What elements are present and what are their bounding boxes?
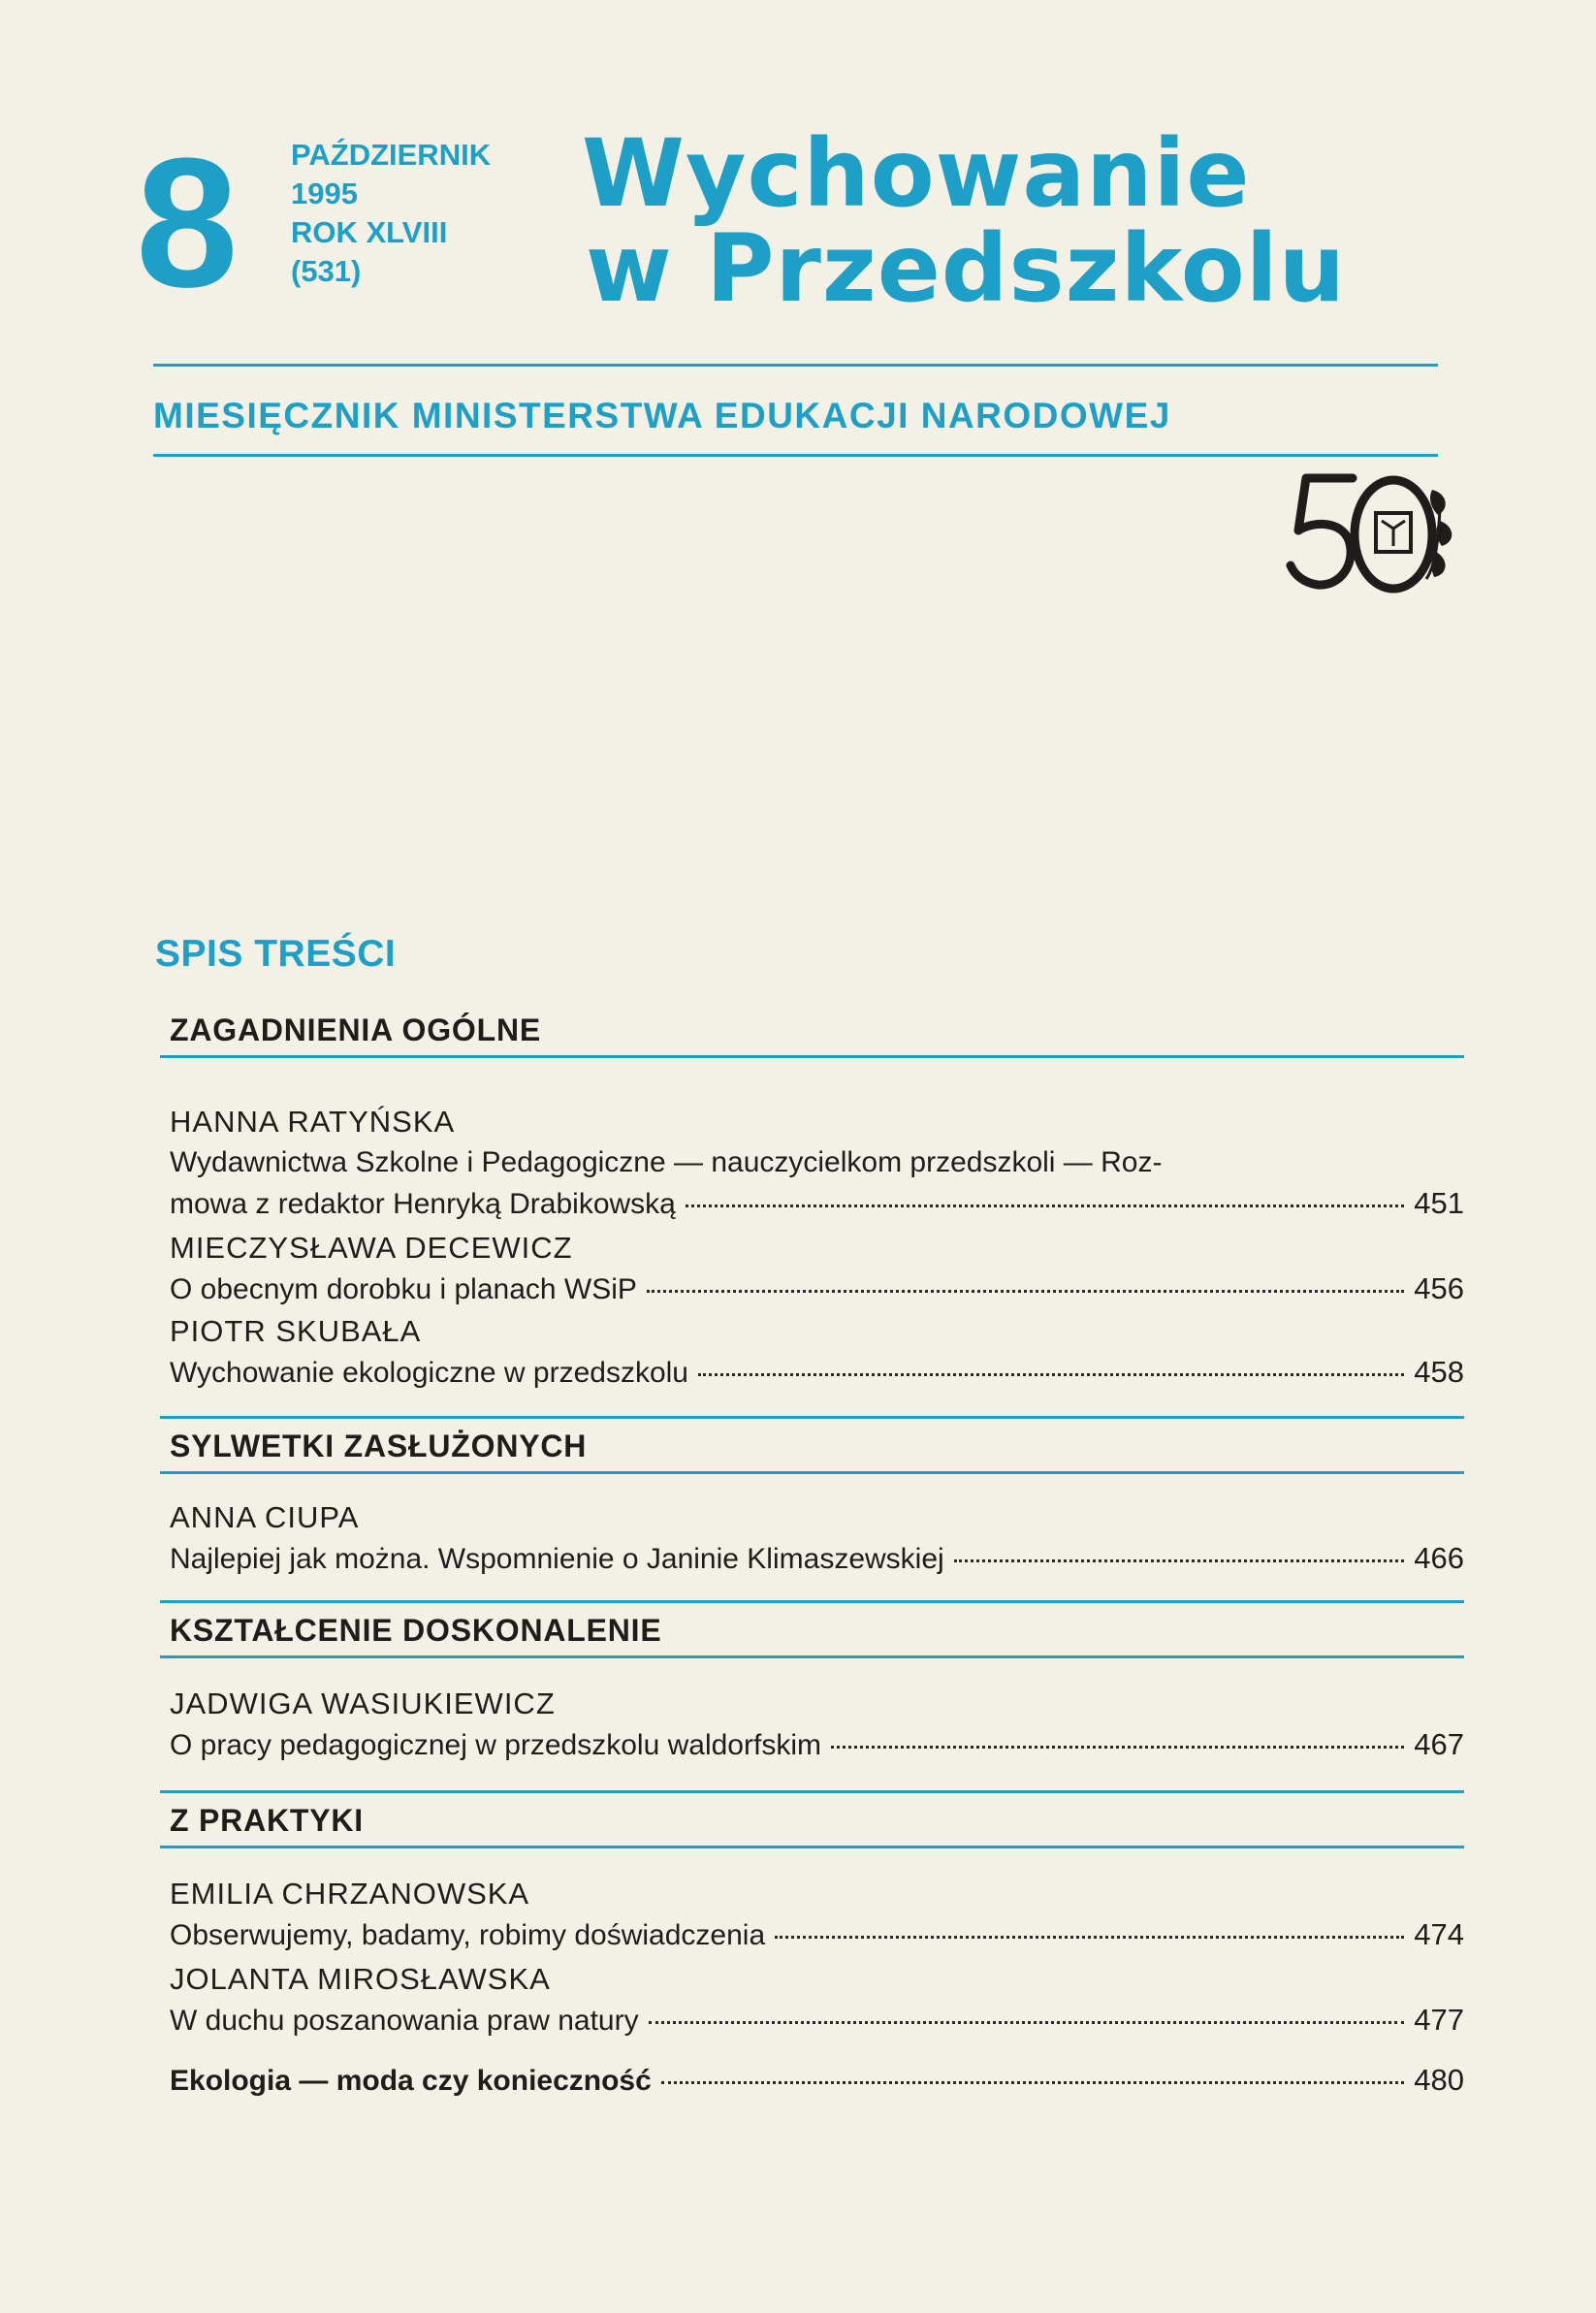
toc-entry [170,1959,1464,2041]
entry-page-number: 456 [1414,1271,1464,1305]
dot-leader [686,1205,1404,1207]
magazine-title-line2: w Przedszkolu [586,214,1346,323]
toc-entry [170,1497,1464,1580]
issue-number: 8 [136,120,239,326]
toc-entry [170,1684,1464,1766]
dot-leader [661,2081,1404,2084]
toc-heading: SPIS TREŚCI [155,933,397,975]
entry-row [170,1352,1464,1394]
dot-leader [775,1936,1404,1939]
entry-title: Wychowanie ekologiczne w przedszkolu [170,1357,688,1389]
entry-title: O obecnym dorobku i planach WSiP [170,1273,637,1305]
entry-row [170,2060,1464,2102]
section-title: Z PRAKTYKI [170,1803,364,1838]
entry-title: Ekologia — moda czy konieczność [170,2065,652,2097]
issue-volume: ROK XLVIII [291,215,448,249]
magazine-title-line1: Wychowanie [582,119,1251,228]
toc-section [160,1790,1464,1848]
toc-entry [170,1102,1464,1225]
entry-author: ANNA CIUPA [170,1500,360,1534]
section-top-rule [160,1790,1464,1793]
entry-page-number: 458 [1414,1355,1464,1389]
entry-page-number: 477 [1414,2003,1464,2037]
entry-title: O pracy pedagogicznej w przedszkolu waldorfskim [170,1729,821,1761]
entry-page-number: 451 [1414,1186,1464,1220]
toc-entry [170,2060,1464,2102]
entry-title: Wydawnictwa Szkolne i Pedagogiczne — nauczycielkom przedszkoli — Roz- [170,1146,1163,1178]
dot-leader [647,1290,1404,1293]
section-rule [160,1471,1464,1474]
entry-row [170,2000,1464,2041]
header-bottom-rule [153,454,1438,457]
entry-page-number: 466 [1414,1541,1464,1575]
entry-author: EMILIA CHRZANOWSKA [170,1877,530,1911]
entry-title: Obserwujemy, badamy, robimy doświadczenia [170,1919,766,1951]
entry-author: PIOTR SKUBAŁA [170,1314,422,1348]
entry-author: JOLANTA MIROSŁAWSKA [170,1962,551,1996]
dot-leader [954,1559,1405,1562]
entry-row [170,1724,1464,1766]
entry-author: HANNA RATYŃSKA [170,1105,456,1139]
entry-title-continued: mowa z redaktor Henryką Drabikowską [170,1188,676,1220]
dot-leader [698,1373,1404,1376]
issue-month: PAŹDZIERNIK [291,138,492,172]
issue-total-number: (531) [291,254,362,288]
section-top-rule [160,1416,1464,1419]
entry-title: W duchu poszanowania praw natury [170,2005,639,2037]
magazine-title [582,119,1454,323]
magazine-subtitle: MIESIĘCZNIK MINISTERSTWA EDUKACJI NARODOWEJ [153,396,1171,435]
toc-entry [170,1311,1464,1394]
dot-leader [649,2021,1405,2024]
toc-section [160,1009,1464,1058]
issue-meta [291,136,491,291]
section-top-rule [160,1600,1464,1603]
entry-author: JADWIGA WASIUKIEWICZ [170,1687,556,1720]
dot-leader [831,1746,1404,1749]
toc-section [160,1600,1464,1658]
wsip-50-anniversary-logo-icon [1285,470,1459,616]
section-title: SYLWETKI ZASŁUŻONYCH [170,1429,588,1463]
section-title: ZAGADNIENIA OGÓLNE [170,1012,541,1047]
entry-row [170,1914,1464,1956]
entry-row [170,1538,1464,1580]
entry-row [170,1183,1464,1225]
header-top-rule [153,364,1438,367]
section-rule [160,1055,1464,1058]
entry-page-number: 480 [1414,2063,1464,2097]
entry-row [170,1269,1464,1310]
entry-page-number: 474 [1414,1917,1464,1951]
section-rule [160,1655,1464,1658]
entry-author: MIECZYSŁAWA DECEWICZ [170,1231,573,1265]
toc-section [160,1416,1464,1474]
toc-entry [170,1228,1464,1310]
section-rule [160,1846,1464,1848]
entry-title: Najlepiej jak można. Wspomnienie o Janinie Klimaszewskiej [170,1543,944,1575]
issue-year: 1995 [291,177,358,210]
toc-entry [170,1874,1464,1956]
section-title: KSZTAŁCENIE DOSKONALENIE [170,1613,662,1648]
entry-page-number: 467 [1414,1727,1464,1761]
